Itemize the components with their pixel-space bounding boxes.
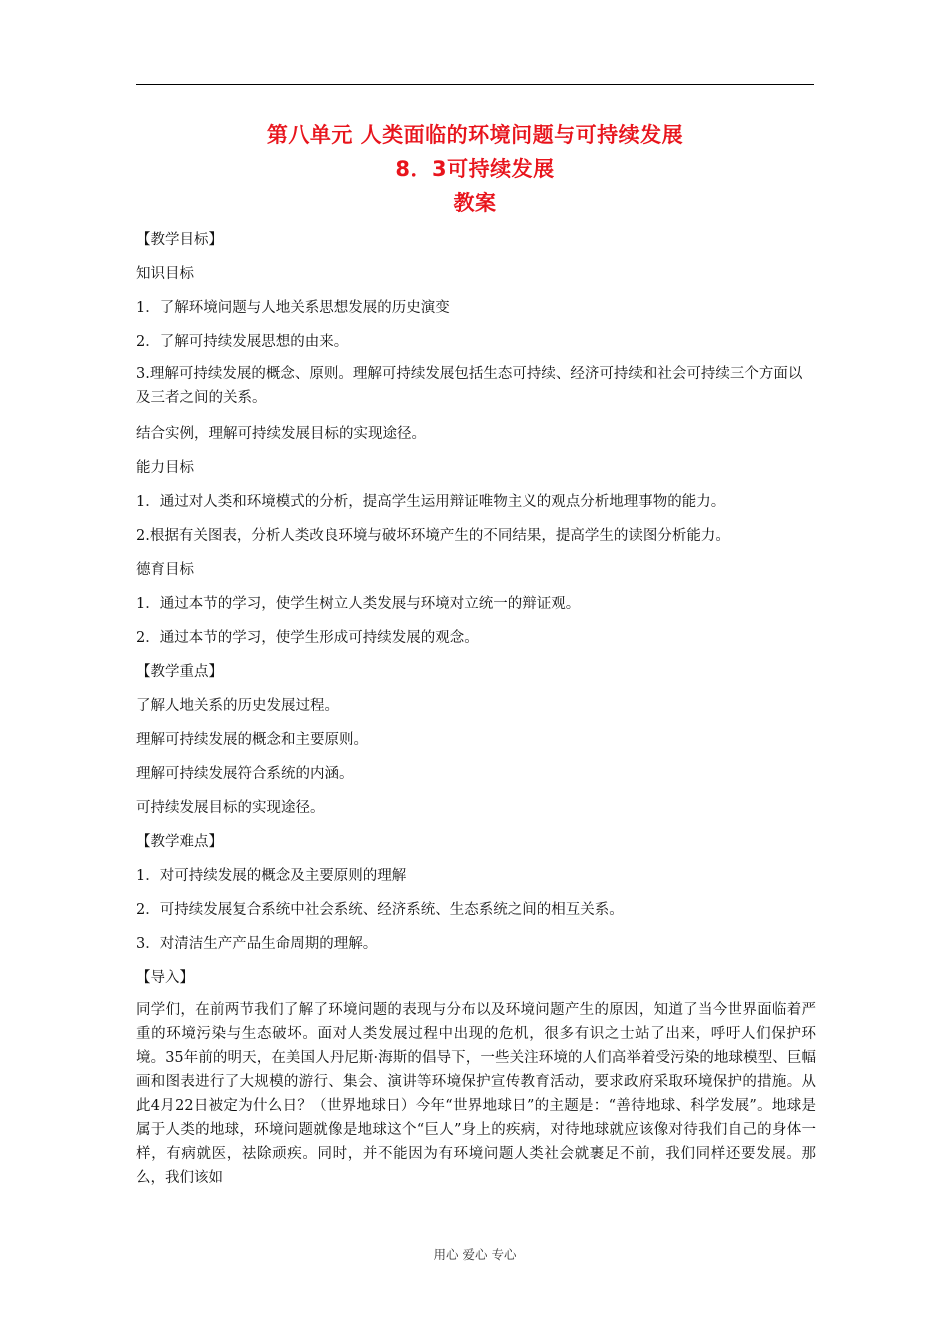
- ability-item: 2.根据有关图表，分析人类改良环境与破坏环境产生的不同结果，提高学生的读图分析能力。: [136, 528, 730, 544]
- unit-title: 第八单元 人类面临的环境问题与可持续发展: [266, 123, 684, 147]
- key-point-item: 可持续发展目标的实现途径。: [136, 800, 325, 816]
- difficulties-heading: 【教学难点】: [136, 834, 223, 850]
- difficulty-item: 3．对清洁生产产品生命周期的理解。: [136, 936, 378, 952]
- key-point-item: 理解可持续发展的概念和主要原则。: [136, 732, 368, 748]
- ability-label: 能力目标: [136, 460, 194, 476]
- difficulty-item: 1．对可持续发展的概念及主要原则的理解: [136, 868, 407, 884]
- key-point-item: 了解人地关系的历史发展过程。: [136, 698, 339, 714]
- knowledge-item: 2．了解可持续发展思想的由来。: [136, 334, 349, 350]
- knowledge-item: 结合实例，理解可持续发展目标的实现途径。: [136, 426, 426, 442]
- knowledge-item: 1．了解环境问题与人地关系思想发展的历史演变: [136, 300, 450, 316]
- key-points-heading: 【教学重点】: [136, 664, 223, 680]
- moral-item: 1．通过本节的学习，使学生树立人类发展与环境对立统一的辩证观。: [136, 596, 581, 612]
- intro-heading: 【导入】: [136, 970, 194, 986]
- section-title: 8．3可持续发展: [395, 157, 555, 181]
- title-block: [136, 118, 814, 220]
- header-rule: [136, 84, 814, 85]
- intro-paragraph: 同学们，在前两节我们了解了环境问题的表现与分布以及环境问题产生的原因，知道了当今世界面临着严重的环境污染与生态破坏。面对人类发展过程中出现的危机，很多有识之士站了出来，呼吁人们保护环境。35年前的明天，在美国人丹尼斯·海斯的倡导下，一些关注环境的人们高举着受污染的地球模型、巨幅画和图表进行了大规模的游行、集会、演讲等环境保护宣传教育活动，要求政府采取环境保护的措施。从此4月22日被定为什么日？（世界地球日）今年“世界地球日”的主题是：“善待地球、科学发展”。地球是属于人类的地球，环境问题就像是地球这个“巨人”身上的疾病，对待地球就应该像对待我们自己的身体一样，有病就医，祛除顽疾。同时，并不能因为有环境问题人类社会就裹足不前，我们同样还要发展。那么，我们该如: [136, 1002, 816, 1186]
- document-body: [136, 226, 816, 1214]
- doc-type-title: 教案: [453, 191, 497, 215]
- moral-item: 2．通过本节的学习，使学生形成可持续发展的观念。: [136, 630, 479, 646]
- knowledge-item: 3.理解可持续发展的概念、原则。理解可持续发展包括生态可持续、经济可持续和社会可持续三个方面以及三者之间的关系。: [136, 366, 803, 406]
- moral-label: 德育目标: [136, 562, 194, 578]
- difficulty-item: 2．可持续发展复合系统中社会系统、经济系统、生态系统之间的相互关系。: [136, 902, 624, 918]
- objectives-heading: 【教学目标】: [136, 232, 223, 248]
- key-point-item: 理解可持续发展符合系统的内涵。: [136, 766, 354, 782]
- page-footer: 用心 爱心 专心: [433, 1247, 517, 1262]
- knowledge-label: 知识目标: [136, 266, 194, 282]
- ability-item: 1．通过对人类和环境模式的分析，提高学生运用辩证唯物主义的观点分析地理事物的能力。: [136, 494, 726, 510]
